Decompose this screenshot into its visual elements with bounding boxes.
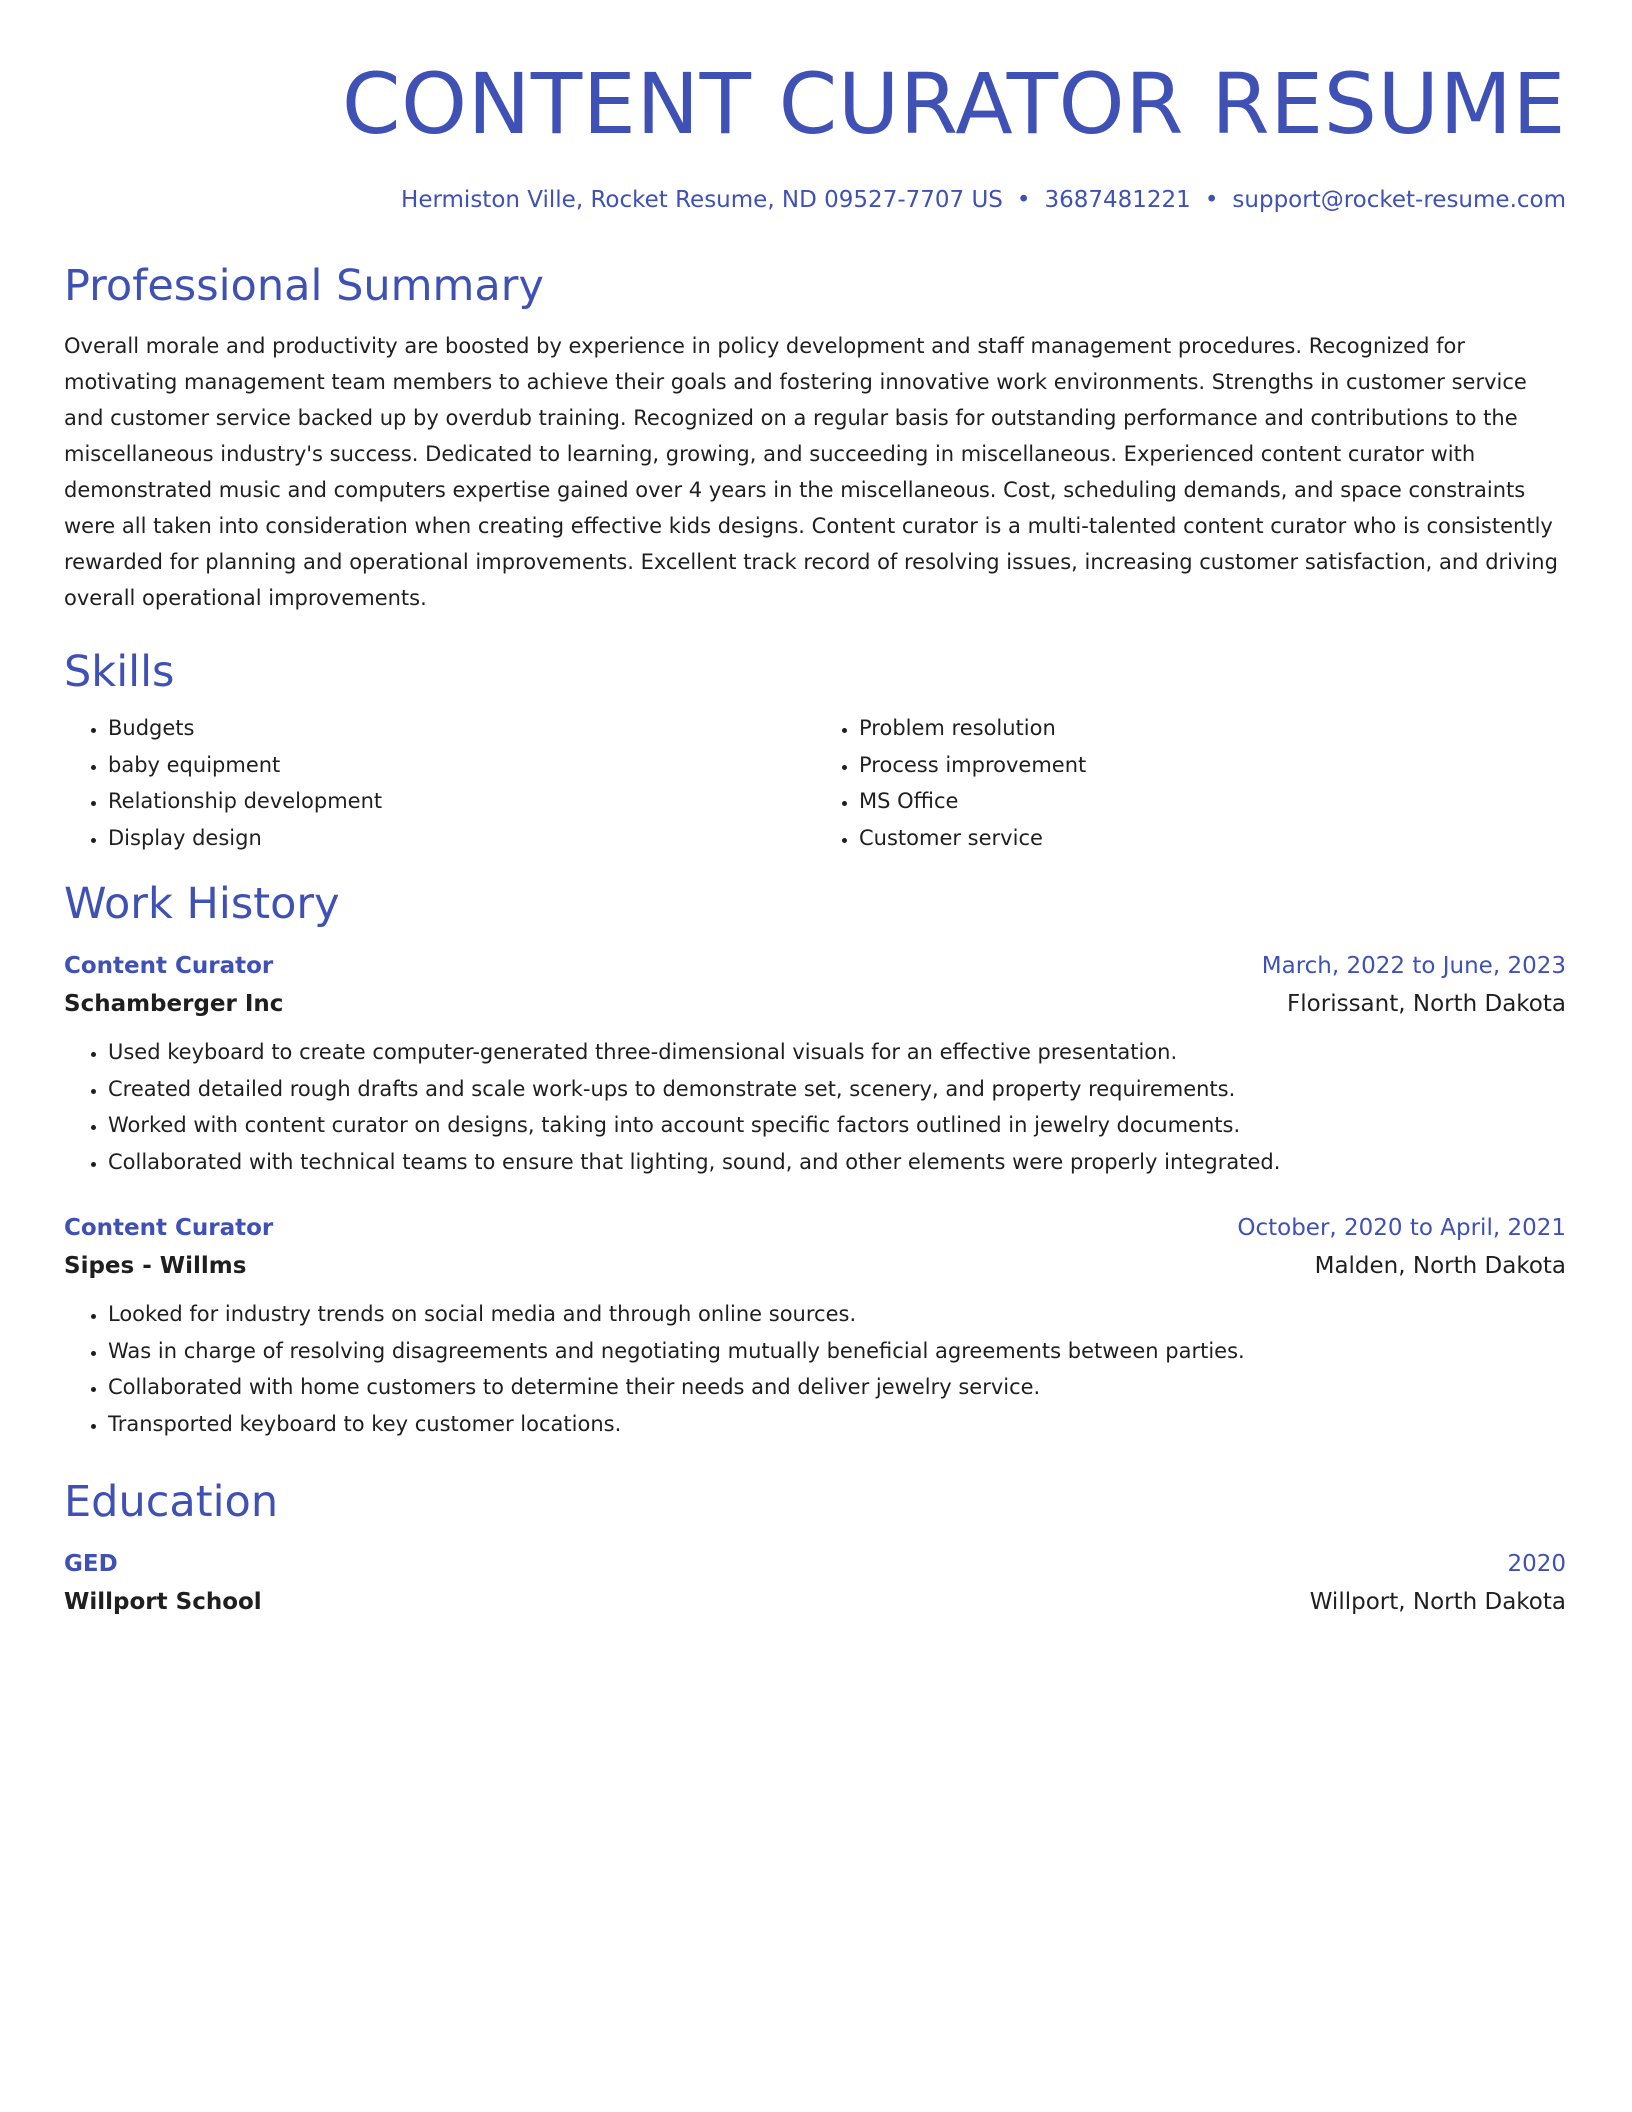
job-bullets [64,1034,1566,1180]
summary-heading: Professional Summary [64,261,544,311]
job-bullets [64,1296,1566,1442]
job-bullet: • Worked with content curator on designs, taking into account specific factors outlined in jewelry documents. [108,1107,1566,1144]
contact-separator: • [1016,187,1031,213]
job-title: Content Curator [64,953,274,979]
education-degree-row [64,1546,1566,1582]
job-entry [64,948,1566,1180]
job-company: Schamberger Inc [64,991,284,1017]
skills-list [64,710,1566,856]
work-history-heading: Work History [64,879,340,929]
skill-item: • MS Office [859,783,1566,820]
job-location: Malden, North Dakota [1314,1253,1566,1279]
job-bullet: • Looked for industry trends on social media and through online sources. [108,1296,1566,1333]
education-heading: Education [64,1477,279,1527]
job-bullet: • Transported keyboard to key customer locations. [108,1406,1566,1443]
job-bullet: • Collaborated with technical teams to ensure that lighting, sound, and other elements were properly integrated. [108,1144,1566,1181]
skill-item: • Problem resolution [859,710,1566,747]
skill-item: • Budgets [108,710,815,747]
skill-item: • Relationship development [108,783,815,820]
job-bullet: • Collaborated with home customers to determine their needs and deliver jewelry service. [108,1369,1566,1406]
resume-title: CONTENT CURATOR RESUME [341,55,1566,153]
job-dates: October, 2020 to April, 2021 [1237,1215,1566,1241]
education-year: 2020 [1507,1551,1566,1577]
skill-item: • Customer service [859,820,1566,857]
skills-column-right [815,710,1566,856]
education-school: Willport School [64,1589,262,1615]
job-title-row [64,948,1566,984]
skills-heading: Skills [64,647,175,697]
skill-item: • Display design [108,820,815,857]
job-location: Florissant, North Dakota [1287,991,1566,1017]
summary-text: Overall morale and productivity are boosted by experience in policy development and staff management procedures. Recognized for motivating management team members to achieve their goals and fostering innovative work environments. Strengths in customer service and customer service backed up by overdub training. Recognized on a regular basis for outstanding performance and contributions to the miscellaneous industry's success. Dedicated to learning, growing, and succeeding in miscellaneous. Experienced content curator with demonstrated music and computers expertise gained over 4 years in the miscellaneous. Cost, scheduling demands, and space constraints were all taken into consideration when creating effective kids designs. Content curator is a multi-talented content curator who is consistently rewarded for planning and operational improvements. Excellent track record of resolving issues, increasing customer satisfaction, and driving overall operational improvements. [64,334,1558,610]
job-bullet: • Used keyboard to create computer-generated three-dimensional visuals for an effective presentation. [108,1034,1566,1071]
resume-page [64,0,1566,1622]
education-entry [64,1546,1566,1622]
contact-email[interactable]: support@rocket-resume.com [1232,187,1566,213]
contact-phone: 3687481221 [1044,187,1191,213]
job-bullet: • Was in charge of resolving disagreements and negotiating mutually beneficial agreements between parties. [108,1333,1566,1370]
job-dates: March, 2022 to June, 2023 [1261,953,1566,979]
skill-item: • baby equipment [108,747,815,784]
skills-column-left [64,710,815,856]
contact-address: Hermiston Ville, Rocket Resume, ND 09527-7707 US [401,187,1003,213]
job-title: Content Curator [64,1215,274,1241]
job-title-row [64,1210,1566,1246]
job-company-row [64,1246,1566,1286]
education-degree: GED [64,1551,118,1577]
job-bullet: • Created detailed rough drafts and scale work-ups to demonstrate set, scenery, and property requirements. [108,1071,1566,1108]
contact-line [64,186,1566,214]
job-company-row [64,984,1566,1024]
job-company: Sipes - Willms [64,1253,247,1279]
skill-item: • Process improvement [859,747,1566,784]
job-entry [64,1210,1566,1442]
contact-separator: • [1204,187,1219,213]
education-location: Willport, North Dakota [1309,1589,1566,1615]
education-school-row [64,1582,1566,1622]
